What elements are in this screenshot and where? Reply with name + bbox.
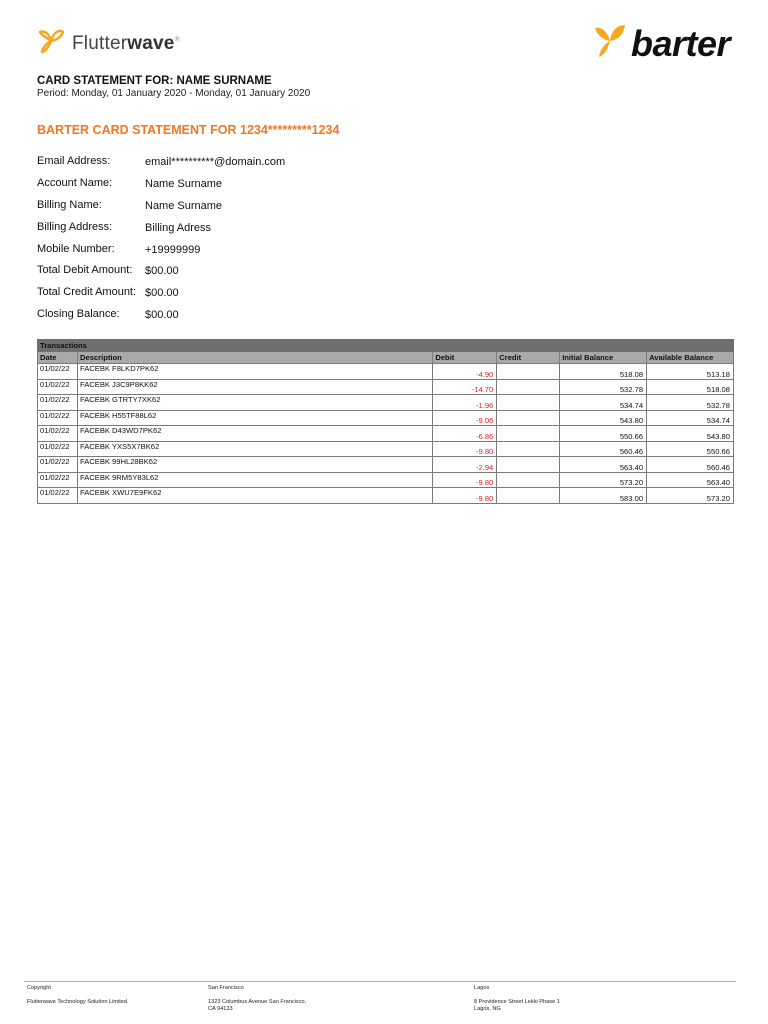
cell-available-balance: 543.80 bbox=[647, 426, 734, 442]
cell-credit bbox=[497, 364, 560, 380]
cell-debit: -9.06 bbox=[433, 410, 497, 426]
info-label: Total Debit Amount: bbox=[37, 264, 133, 277]
table-row bbox=[38, 441, 734, 457]
table-row bbox=[38, 457, 734, 473]
column-header-available-balance: Available Balance bbox=[647, 352, 734, 364]
info-value: $00.00 bbox=[145, 309, 179, 322]
table-row bbox=[38, 395, 734, 411]
column-header-debit: Debit bbox=[433, 352, 497, 364]
cell-debit: -6.86 bbox=[433, 426, 497, 442]
footer-sf-address bbox=[208, 985, 306, 1013]
cell-initial-balance: 543.80 bbox=[560, 410, 647, 426]
cell-date: 01/02/22 bbox=[38, 379, 78, 395]
info-row bbox=[37, 303, 285, 325]
cell-date: 01/02/22 bbox=[38, 364, 78, 380]
cell-credit bbox=[497, 441, 560, 457]
cell-description: FACEBK H55TF88L62 bbox=[77, 410, 432, 426]
info-value: Name Surname bbox=[145, 177, 223, 190]
column-header-initial-balance: Initial Balance bbox=[560, 352, 647, 364]
cell-debit: -9.80 bbox=[433, 441, 497, 457]
table-row bbox=[38, 379, 734, 395]
barter-wordmark: barter bbox=[630, 22, 730, 64]
info-label: Email Address: bbox=[37, 154, 111, 167]
cell-debit: -4.90 bbox=[433, 364, 497, 380]
footer-copyright bbox=[27, 985, 129, 1006]
table-row bbox=[38, 472, 734, 488]
cell-date: 01/02/22 bbox=[38, 457, 78, 473]
info-label: Billing Address: bbox=[37, 220, 113, 233]
cell-debit: -14.70 bbox=[433, 379, 497, 395]
cell-initial-balance: 563.40 bbox=[560, 457, 647, 473]
cell-available-balance: 560.46 bbox=[647, 457, 734, 473]
cell-credit bbox=[497, 410, 560, 426]
cell-description: FACEBK XWU7E9FK62 bbox=[77, 488, 432, 504]
table-row bbox=[38, 426, 734, 442]
info-row bbox=[37, 194, 285, 216]
footer-divider bbox=[24, 981, 736, 982]
cell-initial-balance: 518.08 bbox=[560, 364, 647, 380]
footer-lagos-line2: Lagos, NG bbox=[474, 1005, 501, 1012]
cell-description: FACEBK F8LKD7PK62 bbox=[77, 364, 432, 380]
info-row bbox=[37, 281, 285, 303]
table-row bbox=[38, 488, 734, 504]
footer-sf-line2: CA 94133 bbox=[208, 1005, 233, 1012]
barter-logo bbox=[593, 22, 730, 65]
footer-company: Flutterwave Technology Solution Limited. bbox=[27, 998, 129, 1005]
cell-initial-balance: 532.78 bbox=[560, 379, 647, 395]
info-label: Mobile Number: bbox=[37, 242, 115, 255]
transactions-table bbox=[37, 339, 734, 504]
footer-lagos-address bbox=[474, 985, 560, 1013]
cell-debit: -1.96 bbox=[433, 395, 497, 411]
cell-description: FACEBK YXS5X7BK62 bbox=[77, 441, 432, 457]
info-label: Account Name: bbox=[37, 176, 113, 189]
cell-initial-balance: 534.74 bbox=[560, 395, 647, 411]
cell-credit bbox=[497, 379, 560, 395]
cell-date: 01/02/22 bbox=[38, 488, 78, 504]
footer-lagos-city: Lagos bbox=[474, 985, 490, 991]
footer-lagos-line1: 8 Providence Street Lekki Phase 1 bbox=[474, 998, 560, 1005]
cell-debit: -9.80 bbox=[433, 472, 497, 488]
table-header-row bbox=[38, 352, 734, 364]
column-header-credit: Credit bbox=[497, 352, 560, 364]
info-value: +19999999 bbox=[145, 243, 201, 256]
info-row bbox=[37, 150, 285, 172]
info-value: Billing Adress bbox=[145, 221, 212, 234]
cell-credit bbox=[497, 457, 560, 473]
info-value: email**********@domain.com bbox=[145, 155, 286, 168]
cell-initial-balance: 560.46 bbox=[560, 441, 647, 457]
cell-available-balance: 518.08 bbox=[647, 379, 734, 395]
cell-debit: -2.94 bbox=[433, 457, 497, 473]
column-header-description: Description bbox=[77, 352, 432, 364]
footer-sf-line1: 1323 Columbus Avenue San Francisco, bbox=[208, 998, 307, 1005]
cell-description: FACEBK 99HL28BK62 bbox=[77, 457, 432, 473]
cell-credit bbox=[497, 426, 560, 442]
cell-initial-balance: 550.66 bbox=[560, 426, 647, 442]
cell-description: FACEBK 9RM5Y83L62 bbox=[77, 472, 432, 488]
info-value: $00.00 bbox=[145, 287, 179, 300]
cell-debit: -9.80 bbox=[433, 488, 497, 504]
cell-initial-balance: 583.00 bbox=[560, 488, 647, 504]
statement-header bbox=[37, 75, 310, 99]
table-row bbox=[38, 364, 734, 380]
cell-available-balance: 550.66 bbox=[647, 441, 734, 457]
flutterwave-butterfly-icon bbox=[36, 26, 66, 61]
footer-sf-city: San Francisco bbox=[208, 985, 244, 991]
card-statement-title: BARTER CARD STATEMENT FOR 1234*********1234 bbox=[37, 123, 340, 137]
cell-available-balance: 532.78 bbox=[647, 395, 734, 411]
cell-date: 01/02/22 bbox=[38, 472, 78, 488]
cell-date: 01/02/22 bbox=[38, 426, 78, 442]
flutterwave-wordmark: Flutterwave® bbox=[72, 32, 180, 54]
cell-credit bbox=[497, 395, 560, 411]
info-row bbox=[37, 172, 285, 194]
footer-copyright-label: Copyright bbox=[27, 985, 51, 991]
account-info bbox=[37, 150, 285, 325]
cell-description: FACEBK D43WD7PK62 bbox=[77, 426, 432, 442]
statement-heading: CARD STATEMENT FOR: NAME SURNAME bbox=[37, 75, 272, 87]
transactions-title: Transactions bbox=[38, 340, 734, 352]
cell-available-balance: 513.18 bbox=[647, 364, 734, 380]
info-row bbox=[37, 216, 285, 238]
cell-available-balance: 573.20 bbox=[647, 488, 734, 504]
info-label: Billing Name: bbox=[37, 198, 102, 211]
cell-date: 01/02/22 bbox=[38, 441, 78, 457]
info-value: $00.00 bbox=[145, 265, 179, 278]
cell-available-balance: 534.74 bbox=[647, 410, 734, 426]
table-row bbox=[38, 410, 734, 426]
barter-butterfly-icon bbox=[593, 22, 627, 65]
cell-description: FACEBK GTRTY7XK62 bbox=[77, 395, 432, 411]
cell-initial-balance: 573.20 bbox=[560, 472, 647, 488]
info-label: Closing Balance: bbox=[37, 308, 120, 321]
statement-period: Period: Monday, 01 January 2020 - Monday, 01 January 2020 bbox=[37, 88, 311, 99]
cell-date: 01/02/22 bbox=[38, 410, 78, 426]
info-row bbox=[37, 238, 285, 260]
cell-description: FACEBK J3C9P8KK62 bbox=[77, 379, 432, 395]
info-row bbox=[37, 259, 285, 281]
cell-credit bbox=[497, 488, 560, 504]
info-label: Total Credit Amount: bbox=[37, 286, 137, 299]
cell-credit bbox=[497, 472, 560, 488]
info-value: Name Surname bbox=[145, 199, 223, 212]
column-header-date: Date bbox=[38, 352, 78, 364]
cell-available-balance: 563.40 bbox=[647, 472, 734, 488]
cell-date: 01/02/22 bbox=[38, 395, 78, 411]
flutterwave-logo bbox=[36, 26, 180, 61]
